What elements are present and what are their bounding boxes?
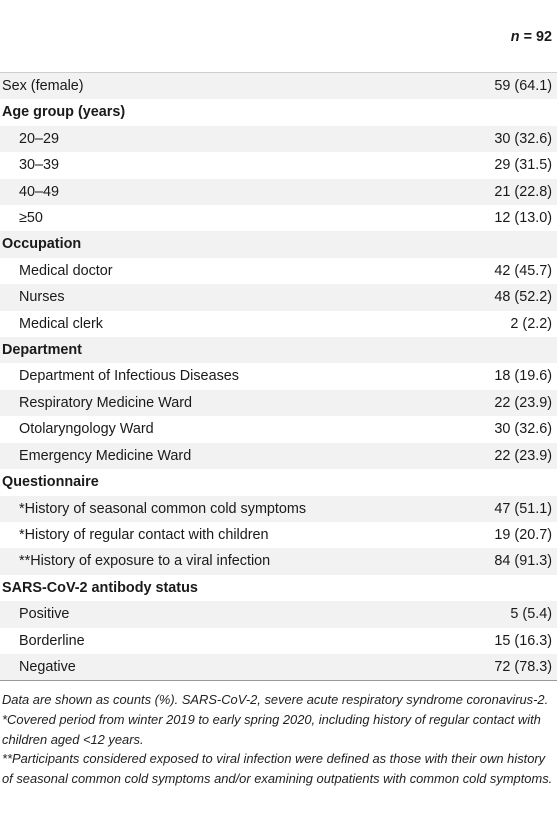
row-label: ≥50 xyxy=(19,210,43,227)
table-row xyxy=(0,390,557,416)
header-n-symbol: n xyxy=(510,28,520,45)
table-body xyxy=(0,73,557,681)
row-value: 21 (22.8) xyxy=(440,179,557,205)
table-row xyxy=(0,73,557,100)
row-value: 30 (32.6) xyxy=(494,421,552,438)
row-label: Emergency Medicine Ward xyxy=(0,443,440,469)
row-value xyxy=(440,231,557,257)
table-row xyxy=(0,284,557,310)
table-row xyxy=(0,363,557,389)
header-label-cell xyxy=(0,0,440,73)
row-label: 20–29 xyxy=(0,126,440,152)
row-label: Nurses xyxy=(0,284,440,310)
row-label: **History of exposure to a viral infection xyxy=(0,548,440,574)
table-row xyxy=(0,152,557,178)
table-row xyxy=(0,126,557,152)
footnote-double-star: **Participants considered exposed to viral infection were defined as those with their own history of seasonal common cold symptoms and/or examining outpatients with common cold symptoms. xyxy=(2,751,553,786)
row-label: Respiratory Medicine Ward xyxy=(0,390,440,416)
row-value: 19 (20.7) xyxy=(494,526,552,543)
header-n-value: = 92 xyxy=(519,28,552,45)
row-value: 22 (23.9) xyxy=(440,390,557,416)
table-row xyxy=(0,179,557,205)
table-row xyxy=(0,654,557,681)
row-label: Negative xyxy=(0,654,440,681)
row-value: 59 (64.1) xyxy=(440,73,557,100)
footnote-abbrev: Data are shown as counts (%). SARS-CoV-2, severe acute respiratory syndrome coronavirus-2. xyxy=(2,692,549,708)
table-row xyxy=(0,522,557,548)
row-value xyxy=(440,575,557,601)
row-value: 29 (31.5) xyxy=(494,157,552,174)
section-row xyxy=(0,337,557,363)
table-row xyxy=(0,416,557,442)
header-n-cell xyxy=(440,0,557,73)
row-value: 5 (5.4) xyxy=(440,601,557,627)
row-value xyxy=(440,337,557,363)
row-value: 18 (19.6) xyxy=(494,368,552,385)
section-row xyxy=(0,469,557,495)
row-label: 30–39 xyxy=(19,157,60,174)
table-row xyxy=(0,205,557,231)
row-label: Borderline xyxy=(19,632,85,649)
table-row xyxy=(0,443,557,469)
row-label: Positive xyxy=(0,601,440,627)
section-heading: Occupation xyxy=(0,231,440,257)
row-label: Medical clerk xyxy=(19,315,103,332)
section-row xyxy=(0,231,557,257)
row-value: 48 (52.2) xyxy=(440,284,557,310)
table-header-row xyxy=(0,0,557,73)
table-footnotes xyxy=(0,681,557,788)
table-row xyxy=(0,628,557,654)
row-value xyxy=(440,99,557,125)
row-label: 40–49 xyxy=(0,179,440,205)
row-label: Medical doctor xyxy=(19,262,113,279)
row-value: 22 (23.9) xyxy=(440,443,557,469)
row-value: 47 (51.1) xyxy=(440,496,557,522)
table-row xyxy=(0,258,557,284)
table-row xyxy=(0,548,557,574)
row-label: Sex (female) xyxy=(0,73,440,100)
row-value: 30 (32.6) xyxy=(440,126,557,152)
row-value: 12 (13.0) xyxy=(494,210,552,227)
section-row xyxy=(0,575,557,601)
row-label: *History of seasonal common cold symptoms xyxy=(0,496,440,522)
row-value: 15 (16.3) xyxy=(494,632,552,649)
row-label: Department of Infectious Diseases xyxy=(19,368,239,385)
row-value: 84 (91.3) xyxy=(440,548,557,574)
table-row xyxy=(0,311,557,337)
table-row xyxy=(0,496,557,522)
footnote-single-star: *Covered period from winter 2019 to early spring 2020, including history of regular contact with children aged <12 years. xyxy=(2,711,541,747)
row-value xyxy=(440,469,557,495)
section-heading: Questionnaire xyxy=(2,474,99,491)
section-heading: Department xyxy=(0,337,440,363)
section-row xyxy=(0,99,557,125)
table-row xyxy=(0,601,557,627)
row-label: Otolaryngology Ward xyxy=(19,421,154,438)
section-heading: SARS-CoV-2 antibody status xyxy=(2,579,198,596)
row-value: 2 (2.2) xyxy=(510,315,552,332)
row-value: 42 (45.7) xyxy=(494,262,552,279)
section-heading: Age group (years) xyxy=(2,104,126,121)
row-label: *History of regular contact with children xyxy=(19,526,269,543)
row-value: 72 (78.3) xyxy=(440,654,557,681)
